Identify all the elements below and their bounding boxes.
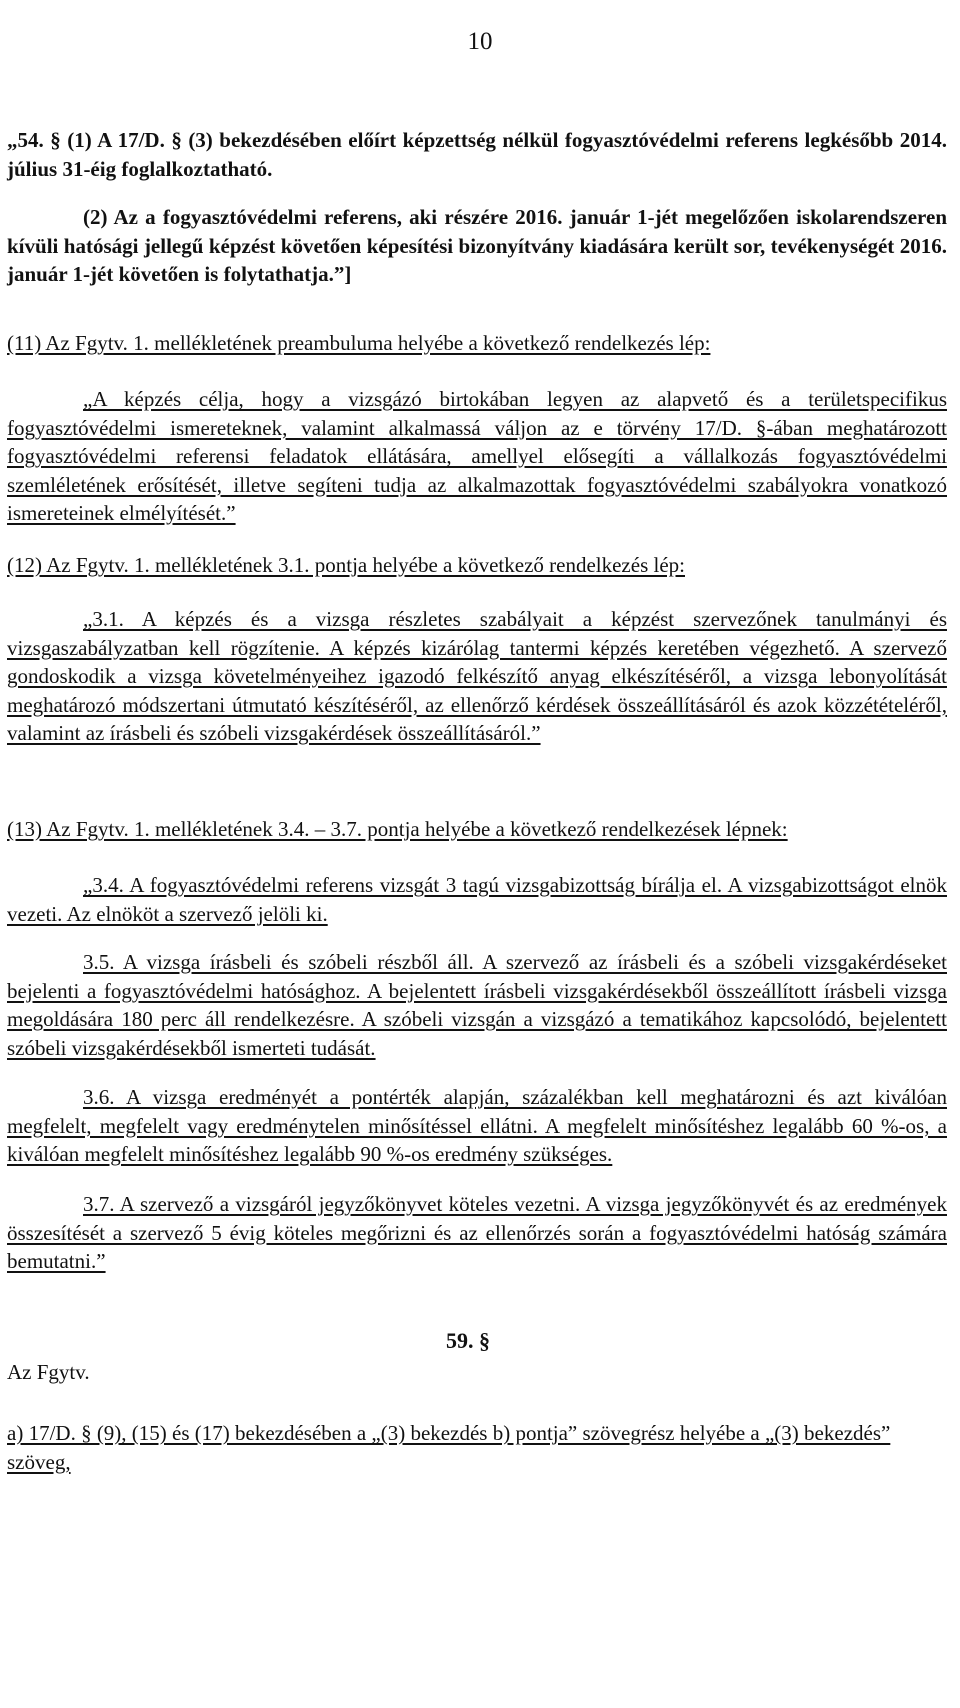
amendment-11-intro: (11) Az Fgytv. 1. mellékletének preambuluma helyébe a következő rendelkezés lép:	[7, 331, 711, 355]
amendment-13-intro: (13) Az Fgytv. 1. mellékletének 3.4. – 3.7. pontja helyébe a következő rendelkezések lépnek:	[7, 817, 788, 841]
section-59-heading: 59. §	[446, 1328, 490, 1353]
amendment-13-point-37: 3.7. A szervező a vizsgáról jegyzőkönyvet köteles vezetni. A vizsga jegyzőkönyvét és az eredmények összesítését a szervező 5 évig köteles megőrizni és az ellenőrzés során a fogyasztóvédelmi hatóság számára bemutatni.”	[7, 1192, 947, 1273]
amendment-13-point-36: 3.6. A vizsga eredményét a pontérték alapján, százalékban kell meghatározni és azt kiválóan megfelelt, megfelelt vagy eredménytelen minősítéssel ellátni. A megfelelt minősítéshez legalább 60 %-os, a kiválóan megfelelt minősítéshez legalább 90 %-os eredmény szükséges.	[7, 1085, 947, 1166]
amendment-11-text: „A képzés célja, hogy a vizsgázó birtokában legyen az alapvető és a területspecifikus fogyasztóvédelmi ismereteknek, valamint alkalmassá váljon az e törvény 17/D. §-ában meghatározott fogyasztóvédelmi referensi feladatok ellátására, amellyel elősegíti a vállalkozás fogyasztóvédelmi szemléletének erősítését, illetve segíteni tudja az alkalmazottak fogyasztóvédelmi szabályokra vonatkozó ismereteinek elmélyítését.”	[7, 387, 947, 525]
amendment-13-point-34: „3.4. A fogyasztóvédelmi referens vizsgát 3 tagú vizsgabizottság bírálja el. A vizsgabizottságot elnök vezeti. Az elnököt a szervező jelöli ki.	[7, 873, 947, 926]
page-number: 10	[467, 28, 493, 55]
amendment-13-point-35: 3.5. A vizsga írásbeli és szóbeli részből áll. A szervező az írásbeli és a szóbeli vizsgakérdéseket bejelenti a fogyasztóvédelmi hatósághoz. A bejelentett írásbeli vizsgakérdésekből összeállított írásbeli vizsga megoldására 180 perc áll rendelkezésre. A szóbeli vizsgán a vizsgázó a tematikához kapcsolódó, bejelentett szóbeli vizsgakérdésekből ismerteti tudását.	[7, 950, 947, 1060]
item-a: a) 17/D. § (9), (15) és (17) bekezdésében a „(3) bekezdés b) pontja” szövegrész helyébe a „(3) bekezdés” szöveg,	[7, 1421, 891, 1474]
amendment-12-intro: (12) Az Fgytv. 1. mellékletének 3.1. pontja helyébe a következő rendelkezés lép:	[7, 553, 685, 577]
amendment-12-text: „3.1. A képzés és a vizsga részletes szabályait a képzést szervezőnek tanulmányi és vizsgaszabályzatban kell rögzítenie. A képzés kizárólag tantermi képzés keretében végezhető. A szervező gondoskodik a vizsga követelményeihez igazodó felkészítő anyag elkészítéséről, a vizsga lebonyolítását meghatározó módszertani útmutató készítéséről, az ellenőrző kérdések összeállításáról és azok közzétételéről, valamint az írásbeli és szóbeli vizsgakérdések összeállításáról.”	[7, 607, 947, 745]
fgytv-label: Az Fgytv.	[7, 1360, 90, 1384]
paragraph-54-1: „54. § (1) A 17/D. § (3) bekezdésében előírt képzettség nélkül fogyasztóvédelmi referens legkésőbb 2014. július 31-éig foglalkoztatható.	[7, 128, 947, 181]
paragraph-54-2: (2) Az a fogyasztóvédelmi referens, aki részére 2016. január 1-jét megelőzően iskolarendszeren kívüli hatósági jellegű képzést követően képesítési bizonyítvány kiadására került sor, tevékenységét 2016. január 1-jét követően is folytathatja.”]	[7, 205, 947, 286]
